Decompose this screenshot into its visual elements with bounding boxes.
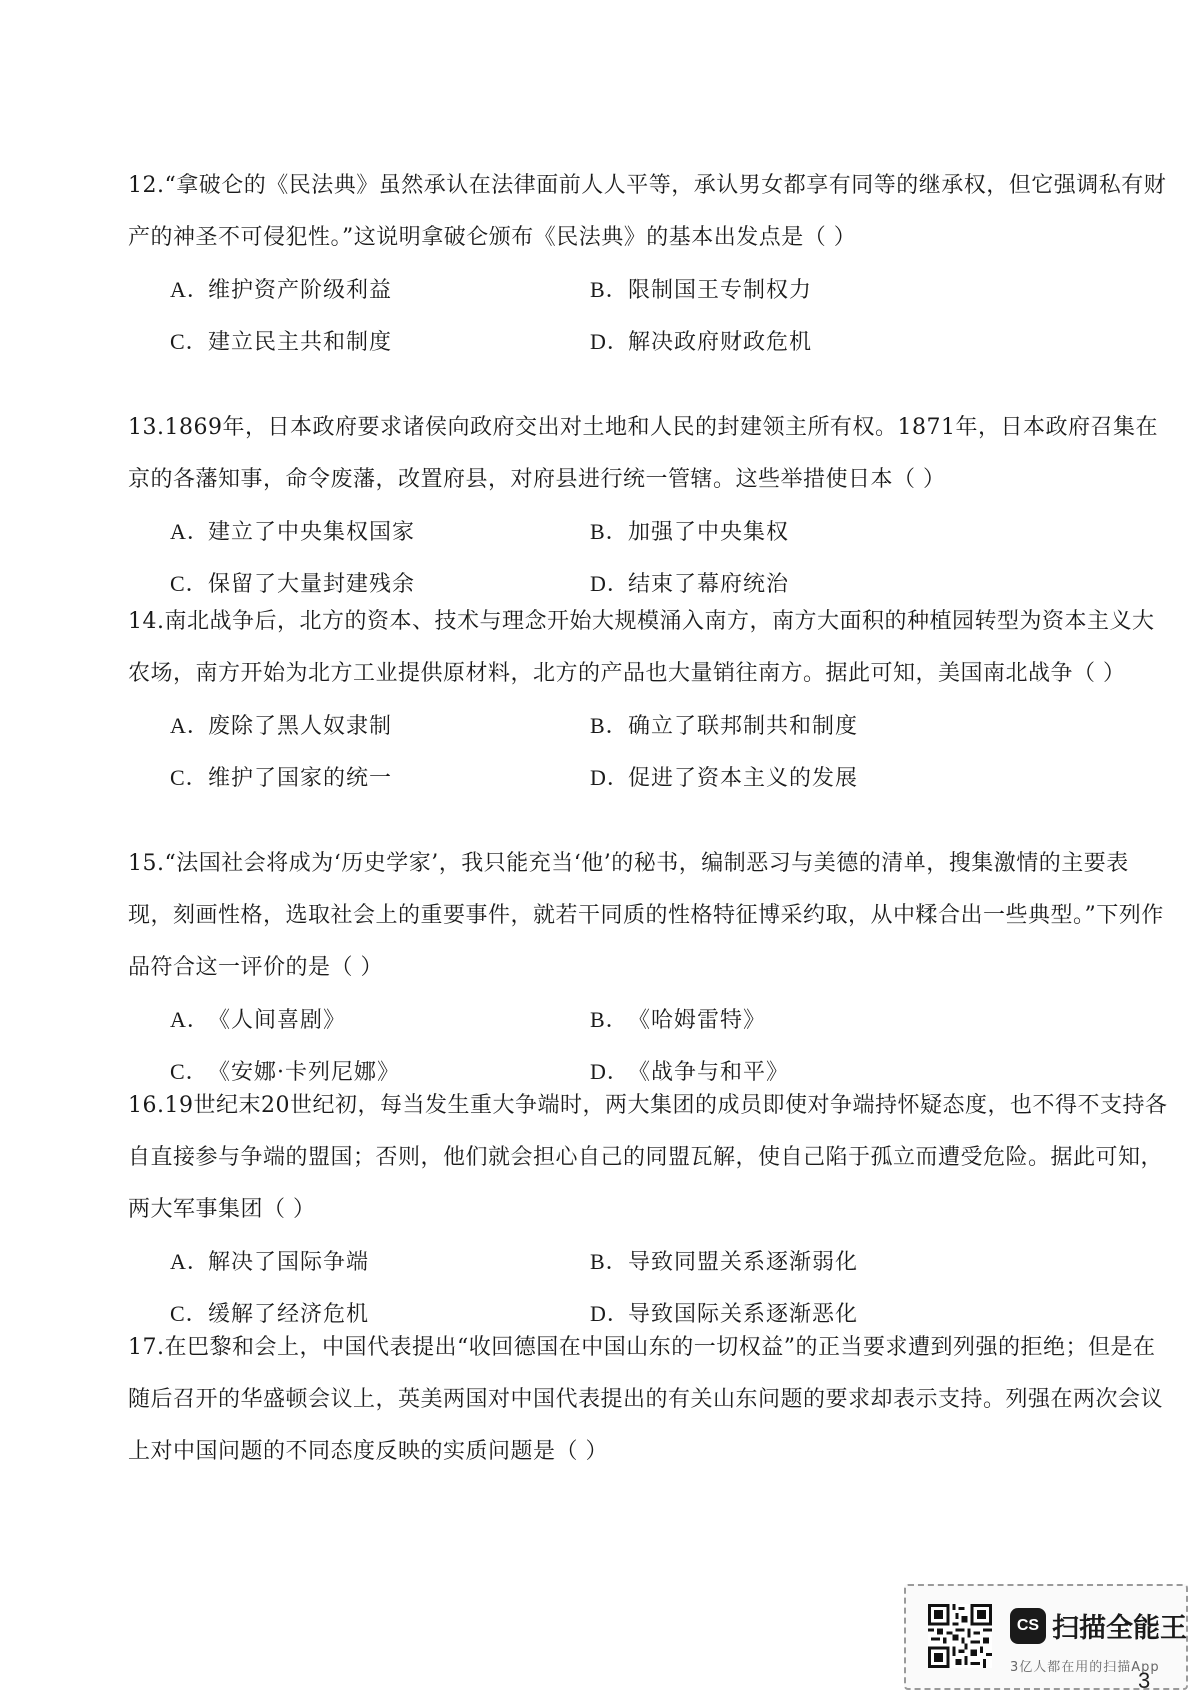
option-letter: B． <box>590 713 629 738</box>
option-text: 解决政府财政危机 <box>628 330 813 355</box>
option-b[interactable] <box>590 506 789 558</box>
option-text: 保留了大量封建残余 <box>208 572 416 597</box>
option-text: 缓解了经济危机 <box>208 1302 370 1327</box>
option-c[interactable] <box>170 316 392 368</box>
option-a[interactable] <box>170 1236 369 1288</box>
option-d[interactable] <box>590 752 858 804</box>
question-stem: 12.“拿破仑的《民法典》虽然承认在法律面前人人平等，承认男女都享有同等的继承权，但它强调私有财产的神圣不可侵犯性。”这说明拿破仑颁布《民法典》的基本出发点是（ ） <box>128 173 1167 250</box>
option-b[interactable] <box>590 264 812 316</box>
watermark-subtitle: 3亿人都在用的扫描App <box>1010 1660 1160 1675</box>
option-text: 促进了资本主义的发展 <box>628 766 859 791</box>
option-letter: A． <box>170 1249 210 1274</box>
option-letter: D． <box>590 765 630 790</box>
question-stem: 14.南北战争后，北方的资本、技术与理念开始大规模涌入南方，南方大面积的种植园转型为资本主义大农场，南方开始为北方工业提供原材料，北方的产品也大量销往南方。据此可知，美国南北战争（ ） <box>128 609 1155 686</box>
option-a[interactable] <box>170 506 415 558</box>
question-17 <box>128 1322 1168 1478</box>
option-text: 维护了国家的统一 <box>208 766 393 791</box>
option-text: 限制国王专制权力 <box>628 278 813 303</box>
option-letter: D． <box>590 1301 630 1326</box>
option-letter: A． <box>170 713 210 738</box>
option-text: 维护资产阶级利益 <box>208 278 393 303</box>
page-number: 3 <box>1138 1668 1151 1693</box>
watermark-title: 扫描全能王 <box>1052 1613 1187 1644</box>
option-letter: A． <box>170 519 210 544</box>
option-letter: A． <box>170 1007 210 1032</box>
option-text: 建立民主共和制度 <box>208 330 393 355</box>
option-a[interactable] <box>170 264 392 316</box>
question-16 <box>128 1080 1168 1340</box>
option-letter: B． <box>590 519 629 544</box>
option-c[interactable] <box>170 752 392 804</box>
question-stem: 17.在巴黎和会上，中国代表提出“收回德国在中国山东的一切权益”的正当要求遭到列强的拒绝；但是在随后召开的华盛顿会议上，英美两国对中国代表提出的有关山东问题的要求却表示支持。列强在两次会议上对中国问题的不同态度反映的实质问题是（ ） <box>128 1335 1164 1464</box>
option-grid <box>128 264 1168 368</box>
option-text: 《哈姆雷特》 <box>628 1008 767 1033</box>
option-letter: C． <box>170 1059 209 1084</box>
option-text: 建立了中央集权国家 <box>208 520 416 545</box>
option-letter: C． <box>170 571 209 596</box>
question-12 <box>128 160 1168 368</box>
option-letter: A． <box>170 277 210 302</box>
option-letter: C． <box>170 329 209 354</box>
option-text: 《战争与和平》 <box>628 1060 790 1085</box>
camscanner-logo-icon: CS <box>1010 1608 1046 1644</box>
question-15 <box>128 838 1168 1098</box>
option-text: 结束了幕府统治 <box>628 572 790 597</box>
option-b[interactable] <box>590 994 766 1046</box>
question-14 <box>128 596 1168 804</box>
option-b[interactable] <box>590 1236 858 1288</box>
question-stem: 16.19世纪末20世纪初，每当发生重大争端时，两大集团的成员即使对争端持怀疑态度，也不得不支持各自直接参与争端的盟国；否则，他们就会担心自己的同盟瓦解，使自己陷于孤立而遭受危险。据此可知，两大军事集团（ ） <box>128 1093 1168 1222</box>
option-text: 加强了中央集权 <box>628 520 790 545</box>
option-b[interactable] <box>590 700 858 752</box>
option-text: 废除了黑人奴隶制 <box>208 714 393 739</box>
option-grid <box>128 506 1168 610</box>
option-letter: D． <box>590 1059 630 1084</box>
option-text: 确立了联邦制共和制度 <box>628 714 859 739</box>
option-grid <box>128 700 1168 804</box>
option-text: 导致国际关系逐渐恶化 <box>628 1302 859 1327</box>
question-stem: 13.1869年，日本政府要求诸侯向政府交出对土地和人民的封建领主所有权。1871年，日本政府召集在京的各藩知事，命令废藩，改置府县，对府县进行统一管辖。这些举措使日本（ ） <box>128 415 1158 492</box>
option-letter: C． <box>170 765 209 790</box>
question-13 <box>128 402 1168 610</box>
option-text: 《安娜·卡列尼娜》 <box>208 1060 400 1085</box>
option-text: 解决了国际争端 <box>208 1250 370 1275</box>
option-a[interactable] <box>170 994 346 1046</box>
option-letter: B． <box>590 1249 629 1274</box>
option-d[interactable] <box>590 316 812 368</box>
option-text: 导致同盟关系逐渐弱化 <box>628 1250 859 1275</box>
option-letter: B． <box>590 277 629 302</box>
qr-code-icon <box>928 1604 992 1668</box>
option-a[interactable] <box>170 700 392 752</box>
option-letter: D． <box>590 329 630 354</box>
question-stem: 15.“法国社会将成为‘历史学家’，我只能充当‘他’的秘书，编制恶习与美德的清单，搜集激情的主要表现，刻画性格，选取社会上的重要事件，就若干同质的性格特征博采约取，从中糅合出一些典型。”下列作品符合这一评价的是（ ） <box>128 851 1164 980</box>
option-text: 《人间喜剧》 <box>208 1008 347 1033</box>
option-letter: D． <box>590 571 630 596</box>
option-letter: C． <box>170 1301 209 1326</box>
option-letter: B． <box>590 1007 629 1032</box>
